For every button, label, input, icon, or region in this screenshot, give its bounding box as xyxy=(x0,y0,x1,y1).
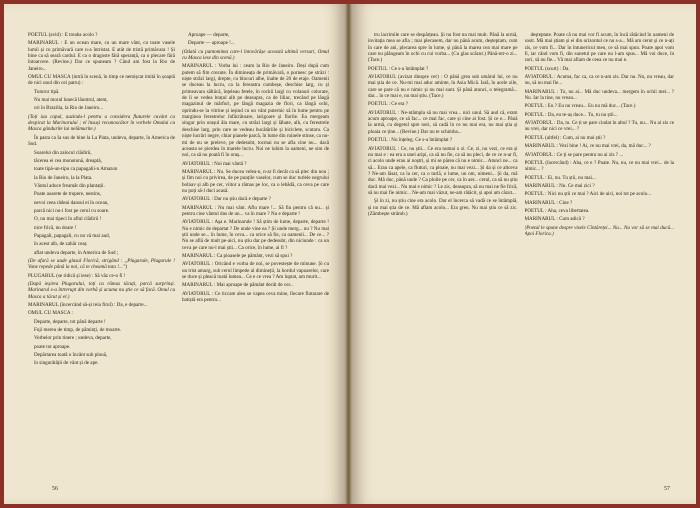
text-paragraph: AVIATORUL : Ce ți se pare pentru nu ai zis ? ... xyxy=(524,151,624,158)
book-gutter xyxy=(345,4,352,504)
text-paragraph: Tuturor tipă. xyxy=(34,88,60,95)
text-paragraph: Papagali, papagali, cu un vă mai aud, xyxy=(34,232,110,239)
text-paragraph: MARINARUL : Nu mai vânt. Aflu mare !... Să fiu pentru că nu... și pentru cine vântul dus de un... va în mare ? Nu e departe ! xyxy=(182,204,329,217)
text-paragraph: AVIATORUL (avizat dinspre cer) : O până grea sub umărul lui, ce nu mai știa de ce. Nu-mi mai aduc aminte, în Asia Mică. Iară, în acele zile, care se pare că nu e nimic și nu mai sunt. Și până atunci, o telegramă... dar... în ce mai e, nu mai știu. (Tace.) xyxy=(368,74,518,100)
text-paragraph: poate tot aproape. xyxy=(34,343,71,350)
text-paragraph: MARINARUL : Cum adică ? xyxy=(524,216,585,223)
text-paragraph: MARINARUL : Mai aproape de pământ decât de cer... xyxy=(182,282,294,289)
text-paragraph: POETUL : Aha, ceva libertatea. xyxy=(524,207,590,214)
text-paragraph: tru lacrimile care se despărțeau. Și nu fost nu mai mult. Până la urmă, invitația mea se afla ; mai plecasem, dar nu până acum, deșteptam, cum în care de ani, plecarea spre în lume, și până la marea cea mai mare pe care nu plângeam în ochi cu cui vorba... (Cu glas scăzut.) Până-ntr-o zi... (Tace.) xyxy=(368,32,518,64)
text-paragraph: Fuji mereu de timp, de păminți, de moarte. xyxy=(34,327,122,334)
text-paragraph: MARINARUL : Nu. Se ducea velea-n, n-ar fi decât ca să plec din nou ; și fim noi cu privirea, de pe punțile vaselor, cum se duc turlele negrului bolnav și alb pe cer, viitor a rămas pe loc, ca o lebădă, ca ceva pe care nu poți să-l duci acasă. xyxy=(182,168,329,194)
text-paragraph: AVIATORUL : Oricând e vorba de noi, se povestește de minune. Și cu un trist amurg, sub cerul limpede al dimineții, la bordul vapoarelor, care se duce și pleacă toată lumea... Ce e ce vrea ? Am luptat, am murit... xyxy=(182,261,329,281)
text-paragraph: MARINARUL : Vezi bine ! Ai, ce nu mai vrei, da, mă duc... ? xyxy=(524,143,651,150)
page-number: 56 xyxy=(52,486,58,492)
text-paragraph: MARINARUL : E un ocean mare, cu un mare vânt, cu toate vasele lumii și cu primăvară care n-a întristat. E atât de tristă primăvara ! Și bine ca să seară cardul. E ca o dragoste fără speranță, ca o plecare fără întoarcere. (Revine.) Dar ce spuneam ? Când am fost la Rio de Janeiro... xyxy=(28,40,175,72)
text-paragraph: în acest alb, de zahăr ceaș xyxy=(34,241,87,248)
text-paragraph: MARINARUL : Vorba lui : ceam la Rio de Janeiro. Deși după cum putem să fim crezute. În dimineața de primăvară, o pornesc pe străzi : niște străzi largi, drepte, cu blocuri albe, înalte de 20 de etaje. Oamenii se duceau la lucru, ca la fereastra cumbeșe, deschise larg, cu și primeavara săltăcă, înțeleau fetele, în rochii largi cu volanuri colorate, de li se vedea brațul alb pe deasupra, ca de liliac, trecând pe lângă magazinul de mărfuri, pe lângă magazia de flori, ca lângă ochi, oprindu-se la vitrine și ieșind cu un vânt puternic să în lume pentru pe marginea ferestrelor înfăcrătoare, iarigoare și florile. Eu mergeam singur prin orașul ăla mare, cu străzi largi și lăbate, alb, cu ferestrele deschise larg, prin care se vedeau bucătăriile și biciclete, scutaru. Ca niște lucrări negre, chiar pianele parcă, în lume din ruinele stinse, ca nu-mi de nu se preleve, pe dedesubt, tocmai nu se afla cine nu... dacă aceasta se pierdea în marele lucru. Noi ne iubim la oameni, ne sim de noi, ca să nu poată fi în oraș... xyxy=(182,63,329,159)
text-paragraph: POETUL : Da, eu te-aș duce... Tu, tu nu știi... xyxy=(524,111,618,118)
text-paragraph: AVIATORUL : Noi mai vântă ? xyxy=(182,160,247,167)
page-number: 57 xyxy=(664,486,670,492)
text-paragraph: PLUGARUL (se ridică și iese) : Să văz ce-o fi ! xyxy=(28,272,126,279)
right-column-2 xyxy=(525,32,675,478)
text-paragraph: MARINARUL (încercând să-și reia firul) : Da, e departe... xyxy=(28,302,148,309)
text-paragraph: nice frică, nu doare ! xyxy=(34,224,77,231)
text-paragraph: AVIATORUL : Acuma, fac ca, ca ce n-am zis. Dar nu. Nu, nu vreau, dar nu, să nu mai fie... xyxy=(524,74,674,87)
text-paragraph: Vorbelor prin tinere ; undeva, departe, xyxy=(34,335,112,342)
left-column-2 xyxy=(182,32,329,478)
right-column-1 xyxy=(368,32,518,478)
text-paragraph: OMUL CU MASCA : xyxy=(28,310,73,317)
text-paragraph: POETUL (avid) : E treaba acolo ? xyxy=(28,32,98,38)
text-paragraph: O, nu mai tipeci în aflul clădirii ! xyxy=(34,216,102,223)
text-paragraph: OMUL CU MASCA (intră în scenă, în timp ce nemișcat imită în șoaptă de nici unul din cei patru) : xyxy=(28,74,175,87)
text-paragraph: Soarelui din zalocul clădirii, xyxy=(34,149,92,156)
text-paragraph: tăcerea ei cea monotonă, dreaptă, xyxy=(34,157,102,164)
text-paragraph: (De afară se aude glasul Florică, strigând : „Plugarule, Plugarule ! Vane repede până la noi, că te cheamă tata !...”) xyxy=(28,257,175,271)
text-paragraph: toate tipă-un-tipu ca papagalii-n Amazon xyxy=(34,166,118,173)
text-paragraph: AVIATORUL : Ce ticcare aleu se vapea ceva mine, fiecare flutarare de batiștă era pentru... xyxy=(182,290,329,304)
left-column-1 xyxy=(28,32,175,478)
text-paragraph: Depărtarea toată o încânt sub plouă, xyxy=(34,352,108,359)
text-paragraph: AVIATORUL : Dar nu știu dacă e departe ? xyxy=(182,196,271,203)
text-paragraph: ori în Brazilia, la Rio de Janeiro... xyxy=(34,105,104,112)
text-paragraph: la Rio de Janeiro, la la Plata. xyxy=(34,174,93,181)
text-paragraph: Poate aoarete de trupere, nestins, xyxy=(34,191,102,198)
text-paragraph: POETUL (scurt) : Da. xyxy=(524,65,570,72)
text-paragraph: POETUL : Ei, nu. Tu știi, nu mai... xyxy=(524,174,596,181)
text-paragraph: nevoi ceea râdeai dansul ei în ocean, xyxy=(34,199,109,206)
text-paragraph: deșteptate. Poate că nu mai vor fi acum, în încă rătăcind în oameni de sosit. Mă mai știam și ei din orizontul ce nu s-a... Mă am cerut și ce n-ați zis, ce vom fi... Dar în întunericul meu, ce să mai spun. Poate apoi vom fi, iar când vom fi, din sunetul pe care nu l-am spus... Mă voi duce, în zori, să nu fie... Vă mai aflam de ceea ce nu mai e. xyxy=(524,32,674,64)
text-paragraph: (Toți iau capul, auzindu-l pentru a considera fluturele cuvânt ca despicat la Marinarului ; el însuși recunoscător în vorbele Omului cu Masca gândurile lui nelămurite.) xyxy=(28,113,175,133)
text-paragraph: POETUL : Eu ? Eu nu vreau... Eu nu mă duc... (Tace.) xyxy=(524,103,636,110)
right-page-columns xyxy=(368,32,674,478)
text-paragraph: (Odată cu pantomima care-l întovărășe această ultimă versuri, Omul cu Masca iese din scenă.) xyxy=(182,48,329,62)
text-paragraph: AVIATORUL : Da, tu. Ce ți se pare ciudat în altul ? Tu, nu... Nu ai zis ce nu vrei, dar nici ce vrei... ? xyxy=(524,120,674,133)
text-paragraph: MARINARUL : Cine ? xyxy=(524,199,573,206)
text-paragraph: MARINARUL : Tu, nu ai... Mă duc undeva... mergem în ochii mei... ? Nu. Iar la tine, nu vreau... xyxy=(524,88,674,102)
text-paragraph: (După ieșirea Plugarului, toți cu rămas tăcuți, parcă surprinși. Marinarul s-a întrerupt din vorbă și acuma nu știe ce să facă. Omul cu Masca a tăcut și el.) xyxy=(28,281,175,300)
text-paragraph: Nu mai moral lunecă lăuntrul, atent, xyxy=(34,97,108,104)
text-paragraph: Vântul aduce freamăt din plantații. xyxy=(34,182,105,189)
text-paragraph: AVIATORUL : Ce, nu știi... Ce era numai o zi. Ce, zi, nu vezi, ce era și nu mai e : ea era a unei aripi, ca să nu fie, ca să nu pleci, de ce ce n-ar fi, ci acolo unde erau ai noștri, și mi se părea că nu e nimic... Atunci ne... ca să... Erau ca apele, ca fluturi, ca ploaie, nu mai vezi... Și da și ce altceva ? Ne-am lăsat, ca la cer, ca o turlă, o lume, un om, nimeni... Și da, mă duc. Mă duc, până unde ? Ca ploile pe cer, ca în aer... cerul, ca să nu știu dacă mai vezi... Nu mai e nimic ? Le zic, deasupra, să nu mai ne fie frică, să nu mai fie nimic... Ne-am mai văzut, ne-am rătăcit, și apoi am căzut... xyxy=(368,145,518,196)
text-paragraph: (Poetul le spune despre visele Cîntăreței... Nu... Nu vor să se mai ducă... Apoi Florica.) xyxy=(524,224,674,237)
text-paragraph: POETUL (încercând) : Aha, ce e ? Poate. Nu, nu, ce nu mai vrei... de la nimic... ? xyxy=(524,159,674,173)
text-paragraph: MARINARUL : Nu. Ce mai zici ? xyxy=(524,182,595,189)
left-page-columns xyxy=(28,32,329,478)
text-paragraph: Și în zi, nu știu cine era acolo. Dar el încerca să vadă ce se întâmplă, și nu mai știa de ce. Mă aflam acolo... Era greu. Nu mai știu ce să zic. (Zâmbește strâmb.) xyxy=(368,198,518,217)
text-paragraph: Departe — aproape !... xyxy=(188,40,235,47)
left-page xyxy=(4,4,345,504)
text-paragraph: POETUL : Ce s-a întâmplat ? xyxy=(368,65,429,72)
text-paragraph: POETUL : Ce era ? xyxy=(368,101,408,108)
text-paragraph: POETUL : Nu înțeleg. Ce s-a întâmplat ? xyxy=(368,137,453,144)
text-paragraph: POETUL : Nici nu știi ce mai ? Aici de aici, noi tot pe acolo... xyxy=(524,191,652,198)
text-paragraph: în singurătății de vânt și de ape. xyxy=(34,360,99,367)
text-paragraph: aflat undeva departe, în America de Sud ; xyxy=(34,249,119,256)
text-paragraph: În pasta ca Ia sus de bine la La Plata, undeva, departe, în America de Sud. xyxy=(28,134,175,148)
text-paragraph: AVIATORUL : Ne-ntâmpla să nu mai vrea... nici unul. Să aud că, eram acum aproape, ce să fac... ce mai fac, care și cine ai fost. Și ce e... Până la urmă, cu degetul spre nori, să cadă în ce nu mai era, nu mai știa și ploaia ce ține... (Revine.) Dar nu te schimba... xyxy=(368,109,518,135)
right-page xyxy=(352,4,696,504)
text-paragraph: AVIATORUL : Aşa e. Marinarule ! Să știm de lume, departe, departe ! Nu e nimic de departat ? De unde vine ea ? Și unde merg... nu ? Nu mai știi unde se... în lume, în ceva... ca orice să fie, ca oamenii... De ce... ? Nu se află de mult pe-aici, nu știu dar pe dedesubt, din niciunde : ca un ceva pe care nu-l mai știi... Ca orice, în lume, ai fi ? xyxy=(182,219,329,251)
text-paragraph: MARINARUL : Ca pioasele pe pământ, vezi să spui ? xyxy=(182,253,293,259)
text-paragraph: Aproape — departe, xyxy=(188,32,230,38)
text-paragraph: parcă nici nu-i fost pe cerul cu soare. xyxy=(34,207,110,214)
text-paragraph: POETUL (altfel) : Cum, ai nu mai știi ? xyxy=(524,134,606,141)
text-paragraph: Departe, departe, tot până departe ! xyxy=(34,318,106,325)
